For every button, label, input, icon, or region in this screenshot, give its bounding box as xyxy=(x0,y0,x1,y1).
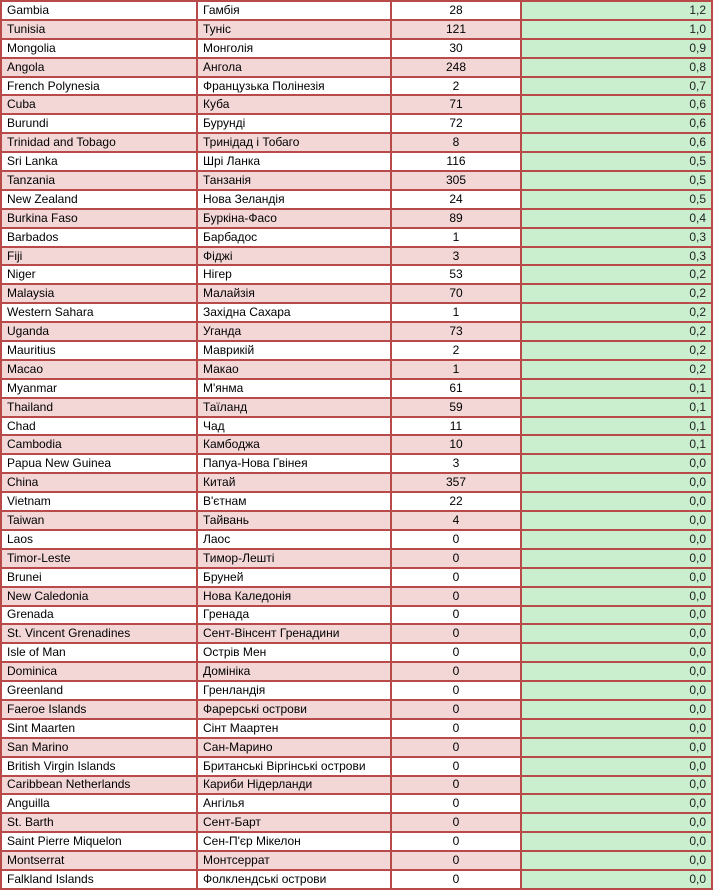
country-name-ua[interactable]: Таїланд xyxy=(197,398,391,417)
value-cell[interactable]: 0,0 xyxy=(521,851,712,870)
country-name-ua[interactable]: Монголія xyxy=(197,39,391,58)
table-row[interactable] xyxy=(1,284,712,303)
value-cell[interactable]: 0,1 xyxy=(521,417,712,436)
count-cell[interactable]: 72 xyxy=(391,114,521,133)
table-row[interactable] xyxy=(1,209,712,228)
value-cell[interactable]: 0,2 xyxy=(521,265,712,284)
country-name-ua[interactable]: Папуа-Нова Гвінея xyxy=(197,454,391,473)
country-name-ua[interactable]: Ангола xyxy=(197,58,391,77)
value-cell[interactable]: 0,0 xyxy=(521,549,712,568)
table-row[interactable] xyxy=(1,681,712,700)
country-name-en[interactable]: Papua New Guinea xyxy=(1,454,197,473)
table-row[interactable] xyxy=(1,832,712,851)
country-name-en[interactable]: Fiji xyxy=(1,247,197,266)
count-cell[interactable]: 0 xyxy=(391,662,521,681)
country-name-en[interactable]: Burundi xyxy=(1,114,197,133)
country-name-ua[interactable]: Уганда xyxy=(197,322,391,341)
country-name-ua[interactable]: Гренландія xyxy=(197,681,391,700)
value-cell[interactable]: 1,2 xyxy=(521,1,712,20)
country-name-ua[interactable]: Маврикій xyxy=(197,341,391,360)
value-cell[interactable]: 0,4 xyxy=(521,209,712,228)
country-name-ua[interactable]: Сен-П'єр Мікелон xyxy=(197,832,391,851)
count-cell[interactable]: 0 xyxy=(391,624,521,643)
country-name-ua[interactable]: Лаос xyxy=(197,530,391,549)
table-row[interactable] xyxy=(1,794,712,813)
count-cell[interactable]: 73 xyxy=(391,322,521,341)
country-name-ua[interactable]: Малайзія xyxy=(197,284,391,303)
count-cell[interactable]: 1 xyxy=(391,228,521,247)
count-cell[interactable]: 0 xyxy=(391,700,521,719)
country-name-ua[interactable]: В'єтнам xyxy=(197,492,391,511)
table-row[interactable] xyxy=(1,700,712,719)
country-name-en[interactable]: Tanzania xyxy=(1,171,197,190)
table-row[interactable] xyxy=(1,757,712,776)
value-cell[interactable]: 0,7 xyxy=(521,77,712,96)
value-cell[interactable]: 0,5 xyxy=(521,171,712,190)
value-cell[interactable]: 0,2 xyxy=(521,322,712,341)
country-name-en[interactable]: Mongolia xyxy=(1,39,197,58)
country-name-en[interactable]: Dominica xyxy=(1,662,197,681)
count-cell[interactable]: 0 xyxy=(391,757,521,776)
table-row[interactable] xyxy=(1,776,712,795)
country-name-en[interactable]: Gambia xyxy=(1,1,197,20)
table-row[interactable] xyxy=(1,360,712,379)
value-cell[interactable]: 0,1 xyxy=(521,379,712,398)
table-body xyxy=(1,1,712,889)
country-name-en[interactable]: Timor-Leste xyxy=(1,549,197,568)
value-cell[interactable]: 0,0 xyxy=(521,530,712,549)
country-name-ua[interactable]: Фолклендські острови xyxy=(197,870,391,889)
country-name-ua[interactable]: Тринідад і Тобаго xyxy=(197,133,391,152)
table-row[interactable] xyxy=(1,549,712,568)
country-name-ua[interactable]: Французька Полінезія xyxy=(197,77,391,96)
table-row[interactable] xyxy=(1,379,712,398)
count-cell[interactable]: 0 xyxy=(391,870,521,889)
country-name-ua[interactable]: М'янма xyxy=(197,379,391,398)
count-cell[interactable]: 0 xyxy=(391,606,521,625)
table-row[interactable] xyxy=(1,511,712,530)
table-row[interactable] xyxy=(1,624,712,643)
count-cell[interactable]: 305 xyxy=(391,171,521,190)
table-row[interactable] xyxy=(1,587,712,606)
country-name-en[interactable]: Cuba xyxy=(1,95,197,114)
country-name-en[interactable]: Vietnam xyxy=(1,492,197,511)
country-name-en[interactable]: British Virgin Islands xyxy=(1,757,197,776)
count-cell[interactable]: 89 xyxy=(391,209,521,228)
value-cell[interactable]: 0,9 xyxy=(521,39,712,58)
value-cell[interactable]: 0,3 xyxy=(521,247,712,266)
table-row[interactable] xyxy=(1,171,712,190)
country-name-ua[interactable]: Кариби Нідерланди xyxy=(197,776,391,795)
table-row[interactable] xyxy=(1,20,712,39)
country-name-ua[interactable]: Домініка xyxy=(197,662,391,681)
count-cell[interactable]: 10 xyxy=(391,435,521,454)
country-name-en[interactable]: Brunei xyxy=(1,568,197,587)
value-cell[interactable]: 0,2 xyxy=(521,360,712,379)
country-name-en[interactable]: Greenland xyxy=(1,681,197,700)
table-row[interactable] xyxy=(1,473,712,492)
value-cell[interactable]: 0,6 xyxy=(521,95,712,114)
table-row[interactable] xyxy=(1,851,712,870)
country-name-ua[interactable]: Туніс xyxy=(197,20,391,39)
value-cell[interactable]: 0,0 xyxy=(521,624,712,643)
value-cell[interactable]: 0,5 xyxy=(521,152,712,171)
country-name-en[interactable]: Anguilla xyxy=(1,794,197,813)
country-name-en[interactable]: Macao xyxy=(1,360,197,379)
table-row[interactable] xyxy=(1,719,712,738)
country-name-en[interactable]: Laos xyxy=(1,530,197,549)
country-name-en[interactable]: Myanmar xyxy=(1,379,197,398)
country-name-ua[interactable]: Тимор-Лешті xyxy=(197,549,391,568)
value-cell[interactable]: 0,0 xyxy=(521,587,712,606)
country-name-ua[interactable]: Чад xyxy=(197,417,391,436)
count-cell[interactable]: 116 xyxy=(391,152,521,171)
table-row[interactable] xyxy=(1,870,712,889)
value-cell[interactable]: 1,0 xyxy=(521,20,712,39)
country-name-en[interactable]: St. Barth xyxy=(1,813,197,832)
count-cell[interactable]: 0 xyxy=(391,681,521,700)
value-cell[interactable]: 0,6 xyxy=(521,133,712,152)
table-row[interactable] xyxy=(1,247,712,266)
country-name-en[interactable]: Saint Pierre Miquelon xyxy=(1,832,197,851)
country-name-en[interactable]: Taiwan xyxy=(1,511,197,530)
country-name-en[interactable]: Western Sahara xyxy=(1,303,197,322)
country-name-en[interactable]: Uganda xyxy=(1,322,197,341)
count-cell[interactable]: 0 xyxy=(391,851,521,870)
count-cell[interactable]: 70 xyxy=(391,284,521,303)
country-name-ua[interactable]: Камбоджа xyxy=(197,435,391,454)
country-name-en[interactable]: Falkland Islands xyxy=(1,870,197,889)
table-row[interactable] xyxy=(1,454,712,473)
count-cell[interactable]: 0 xyxy=(391,794,521,813)
table-row[interactable] xyxy=(1,341,712,360)
country-name-ua[interactable]: Нова Каледонія xyxy=(197,587,391,606)
count-cell[interactable]: 248 xyxy=(391,58,521,77)
value-cell[interactable]: 0,0 xyxy=(521,606,712,625)
country-name-ua[interactable]: Буркіна-Фасо xyxy=(197,209,391,228)
table-row[interactable] xyxy=(1,530,712,549)
table-row[interactable] xyxy=(1,303,712,322)
count-cell[interactable]: 2 xyxy=(391,341,521,360)
country-name-en[interactable]: Sri Lanka xyxy=(1,152,197,171)
table-row[interactable] xyxy=(1,662,712,681)
country-name-en[interactable]: Chad xyxy=(1,417,197,436)
country-name-ua[interactable]: Куба xyxy=(197,95,391,114)
value-cell[interactable]: 0,5 xyxy=(521,190,712,209)
value-cell[interactable]: 0,0 xyxy=(521,700,712,719)
country-name-en[interactable]: China xyxy=(1,473,197,492)
country-name-en[interactable]: Faeroe Islands xyxy=(1,700,197,719)
count-cell[interactable]: 0 xyxy=(391,530,521,549)
count-cell[interactable]: 3 xyxy=(391,454,521,473)
count-cell[interactable]: 59 xyxy=(391,398,521,417)
count-cell[interactable]: 0 xyxy=(391,813,521,832)
value-cell[interactable]: 0,0 xyxy=(521,511,712,530)
table-row[interactable] xyxy=(1,1,712,20)
table-row[interactable] xyxy=(1,39,712,58)
table-row[interactable] xyxy=(1,114,712,133)
country-name-ua[interactable]: Барбадос xyxy=(197,228,391,247)
country-name-en[interactable]: Thailand xyxy=(1,398,197,417)
value-cell[interactable]: 0,1 xyxy=(521,398,712,417)
country-name-ua[interactable]: Сент-Барт xyxy=(197,813,391,832)
value-cell[interactable]: 0,0 xyxy=(521,473,712,492)
value-cell[interactable]: 0,2 xyxy=(521,341,712,360)
count-cell[interactable]: 357 xyxy=(391,473,521,492)
country-name-en[interactable]: Malaysia xyxy=(1,284,197,303)
count-cell[interactable]: 4 xyxy=(391,511,521,530)
count-cell[interactable]: 53 xyxy=(391,265,521,284)
country-name-ua[interactable]: Острів Мен xyxy=(197,643,391,662)
country-name-en[interactable]: Caribbean Netherlands xyxy=(1,776,197,795)
country-name-en[interactable]: French Polynesia xyxy=(1,77,197,96)
country-name-ua[interactable]: Бруней xyxy=(197,568,391,587)
country-name-en[interactable]: Mauritius xyxy=(1,341,197,360)
table-row[interactable] xyxy=(1,58,712,77)
table-row[interactable] xyxy=(1,322,712,341)
country-name-en[interactable]: Niger xyxy=(1,265,197,284)
country-name-ua[interactable]: Сент-Вінсент Гренадини xyxy=(197,624,391,643)
country-name-en[interactable]: Isle of Man xyxy=(1,643,197,662)
table-row[interactable] xyxy=(1,133,712,152)
value-cell[interactable]: 0,0 xyxy=(521,757,712,776)
table-row[interactable] xyxy=(1,738,712,757)
country-name-en[interactable]: Sint Maarten xyxy=(1,719,197,738)
country-name-ua[interactable]: Китай xyxy=(197,473,391,492)
country-name-ua[interactable]: Шрі Ланка xyxy=(197,152,391,171)
value-cell[interactable]: 0,1 xyxy=(521,435,712,454)
country-name-ua[interactable]: Нова Зеландія xyxy=(197,190,391,209)
value-cell[interactable]: 0,0 xyxy=(521,832,712,851)
value-cell[interactable]: 0,0 xyxy=(521,492,712,511)
value-cell[interactable]: 0,0 xyxy=(521,794,712,813)
count-cell[interactable]: 30 xyxy=(391,39,521,58)
country-name-en[interactable]: Angola xyxy=(1,58,197,77)
count-cell[interactable]: 24 xyxy=(391,190,521,209)
country-name-ua[interactable]: Сінт Маартен xyxy=(197,719,391,738)
country-name-ua[interactable]: Сан-Марино xyxy=(197,738,391,757)
country-name-ua[interactable]: Бурунді xyxy=(197,114,391,133)
count-cell[interactable]: 0 xyxy=(391,776,521,795)
country-name-ua[interactable]: Фіджі xyxy=(197,247,391,266)
count-cell[interactable]: 1 xyxy=(391,303,521,322)
country-name-en[interactable]: New Zealand xyxy=(1,190,197,209)
country-name-ua[interactable]: Західна Сахара xyxy=(197,303,391,322)
table-row[interactable] xyxy=(1,492,712,511)
table-row[interactable] xyxy=(1,606,712,625)
count-cell[interactable]: 0 xyxy=(391,549,521,568)
table-row[interactable] xyxy=(1,265,712,284)
count-cell[interactable]: 8 xyxy=(391,133,521,152)
country-name-ua[interactable]: Фарерські острови xyxy=(197,700,391,719)
value-cell[interactable]: 0,2 xyxy=(521,303,712,322)
country-name-ua[interactable]: Нігер xyxy=(197,265,391,284)
country-name-en[interactable]: Barbados xyxy=(1,228,197,247)
value-cell[interactable]: 0,0 xyxy=(521,738,712,757)
count-cell[interactable]: 121 xyxy=(391,20,521,39)
country-name-ua[interactable]: Танзанія xyxy=(197,171,391,190)
value-cell[interactable]: 0,0 xyxy=(521,870,712,889)
count-cell[interactable]: 22 xyxy=(391,492,521,511)
value-cell[interactable]: 0,0 xyxy=(521,813,712,832)
table-row[interactable] xyxy=(1,190,712,209)
country-name-en[interactable]: Trinidad and Tobago xyxy=(1,133,197,152)
table-row[interactable] xyxy=(1,228,712,247)
value-cell[interactable]: 0,0 xyxy=(521,719,712,738)
value-cell[interactable]: 0,0 xyxy=(521,643,712,662)
value-cell[interactable]: 0,0 xyxy=(521,662,712,681)
country-name-ua[interactable]: Ангілья xyxy=(197,794,391,813)
table-row[interactable] xyxy=(1,398,712,417)
value-cell[interactable]: 0,0 xyxy=(521,568,712,587)
count-cell[interactable]: 0 xyxy=(391,587,521,606)
table-row[interactable] xyxy=(1,435,712,454)
country-name-ua[interactable]: Монтсеррат xyxy=(197,851,391,870)
count-cell[interactable]: 28 xyxy=(391,1,521,20)
country-name-en[interactable]: Montserrat xyxy=(1,851,197,870)
count-cell[interactable]: 2 xyxy=(391,77,521,96)
country-name-ua[interactable]: Гренада xyxy=(197,606,391,625)
count-cell[interactable]: 0 xyxy=(391,832,521,851)
table-row[interactable] xyxy=(1,152,712,171)
table-row[interactable] xyxy=(1,568,712,587)
count-cell[interactable]: 0 xyxy=(391,568,521,587)
value-cell[interactable]: 0,0 xyxy=(521,776,712,795)
value-cell[interactable]: 0,3 xyxy=(521,228,712,247)
country-name-ua[interactable]: Британські Віргінські острови xyxy=(197,757,391,776)
count-cell[interactable]: 11 xyxy=(391,417,521,436)
table-row[interactable] xyxy=(1,77,712,96)
country-name-ua[interactable]: Гамбія xyxy=(197,1,391,20)
country-name-en[interactable]: New Caledonia xyxy=(1,587,197,606)
country-name-en[interactable]: Cambodia xyxy=(1,435,197,454)
value-cell[interactable]: 0,6 xyxy=(521,114,712,133)
country-name-ua[interactable]: Тайвань xyxy=(197,511,391,530)
count-cell[interactable]: 0 xyxy=(391,738,521,757)
country-name-en[interactable]: Tunisia xyxy=(1,20,197,39)
count-cell[interactable]: 61 xyxy=(391,379,521,398)
country-name-en[interactable]: St. Vincent Grenadines xyxy=(1,624,197,643)
table-row[interactable] xyxy=(1,417,712,436)
value-cell[interactable]: 0,0 xyxy=(521,454,712,473)
table-row[interactable] xyxy=(1,813,712,832)
count-cell[interactable]: 0 xyxy=(391,643,521,662)
count-cell[interactable]: 0 xyxy=(391,719,521,738)
count-cell[interactable]: 3 xyxy=(391,247,521,266)
value-cell[interactable]: 0,8 xyxy=(521,58,712,77)
count-cell[interactable]: 1 xyxy=(391,360,521,379)
value-cell[interactable]: 0,0 xyxy=(521,681,712,700)
count-cell[interactable]: 71 xyxy=(391,95,521,114)
table-row[interactable] xyxy=(1,643,712,662)
value-cell[interactable]: 0,2 xyxy=(521,284,712,303)
country-name-en[interactable]: San Marino xyxy=(1,738,197,757)
country-name-en[interactable]: Burkina Faso xyxy=(1,209,197,228)
country-name-ua[interactable]: Макао xyxy=(197,360,391,379)
country-name-en[interactable]: Grenada xyxy=(1,606,197,625)
table-row[interactable] xyxy=(1,95,712,114)
